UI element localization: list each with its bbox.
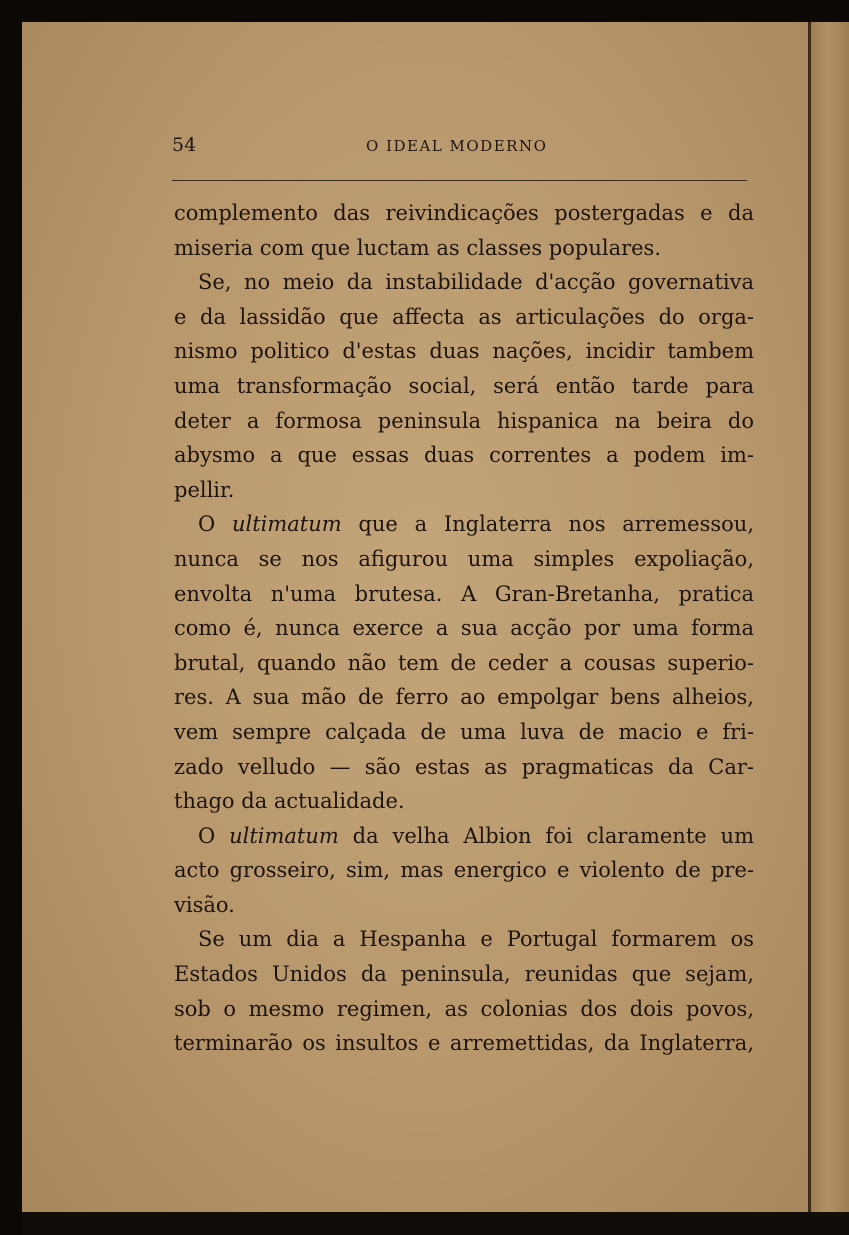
text-line: brutal, quando não tem de ceder a cousas superio- xyxy=(174,650,754,675)
text-line: res. A sua mão de ferro ao empolgar bens alheios, xyxy=(174,685,754,710)
text-line: Se um dia a Hespanha e Portugal formarem os xyxy=(198,927,754,952)
text-line: visão. xyxy=(174,892,235,917)
text-line: deter a formosa peninsula hispanica na beira do xyxy=(174,408,754,433)
text-line: complemento das reivindicações postergadas e da xyxy=(174,201,754,225)
text-line: miseria com que luctam as classes populares. xyxy=(174,235,662,260)
text-line: como é, nunca exerce a sua acção por uma forma xyxy=(174,616,754,641)
text-line: Se, no meio da instabilidade d'acção governativa xyxy=(198,270,754,295)
italic-term: ultimatum xyxy=(229,823,339,848)
text-line xyxy=(174,819,754,854)
text-line: envolta n'uma brutesa. A Gran-Bretanha, pratica xyxy=(174,581,754,606)
text-line: Estados Unidos da peninsula, reunidas que sejam, xyxy=(174,962,754,987)
text-line: zado velludo — são estas as pragmaticas da Car- xyxy=(174,754,754,779)
text-line: thago da actualidade. xyxy=(174,789,405,814)
page-edge xyxy=(808,22,849,1220)
text-line: sob o mesmo regimen, as colonias dos dois povos, xyxy=(174,996,754,1021)
body-text xyxy=(174,196,754,1061)
text-line: abysmo a que essas duas correntes a podem im- xyxy=(174,443,754,468)
text-line: acto grosseiro, sim, mas energico e violento de pre- xyxy=(174,858,754,883)
text-line: nismo politico d'estas duas nações, incidir tambem xyxy=(174,339,754,364)
page-bottom-border xyxy=(22,1212,849,1235)
text-line xyxy=(174,507,754,542)
text-line: uma transformação social, será então tarde para xyxy=(174,373,754,398)
text-fragment: O xyxy=(198,512,232,537)
italic-term: ultimatum xyxy=(231,512,342,537)
text-line: pellir. xyxy=(174,477,235,502)
text-fragment: que a Inglaterra nos arremessou, xyxy=(341,512,754,537)
page-header xyxy=(172,134,752,160)
page-number: 54 xyxy=(172,134,197,156)
text-fragment: O xyxy=(198,823,230,848)
text-line: vem sempre calçada de uma luva de macio e fri- xyxy=(174,719,754,744)
running-title: O IDEAL MODERNO xyxy=(366,137,548,155)
text-fragment: da velha Albion foi claramente um xyxy=(338,823,754,848)
header-rule xyxy=(172,180,747,181)
text-line: e da lassidão que affecta as articulações do orga- xyxy=(174,304,754,329)
text-line: nunca se nos afigurou uma simples expoliação, xyxy=(174,546,754,571)
text-line: terminarão os insultos e arremettidas, da Inglaterra, xyxy=(174,1031,754,1056)
